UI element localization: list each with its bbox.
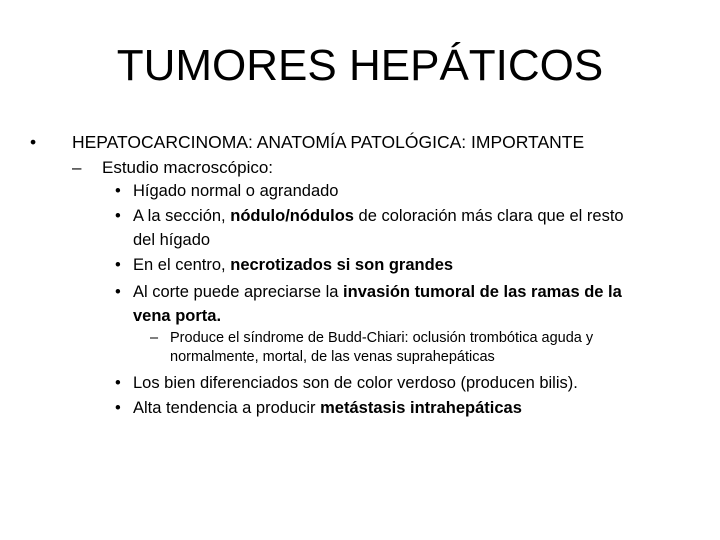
item-bold-text: metástasis intrahepáticas xyxy=(320,399,522,417)
item-bold-text: vena porta. xyxy=(133,307,222,325)
item-bullet: • xyxy=(115,283,121,301)
list-item-continuation xyxy=(133,228,210,253)
sub-item-line2: normalmente, mortal, de las venas suprahepáticas xyxy=(170,349,495,365)
item-bullet: • xyxy=(115,374,121,392)
item-text: de coloración más clara que el resto xyxy=(353,206,624,225)
item-bullet: • xyxy=(115,399,121,417)
item-text: Los bien diferenciados son de color verdoso (producen bilis). xyxy=(133,374,578,392)
item-bullet: • xyxy=(115,206,121,225)
item-bold-text: nódulo/nódulos xyxy=(230,206,354,225)
item-bold-text: invasión tumoral de las ramas de la xyxy=(343,283,622,301)
list-item xyxy=(133,371,578,396)
sub-item-line1: Produce el síndrome de Budd-Chiari: oclusión trombótica aguda y xyxy=(170,330,594,346)
level1-text: HEPATOCARCINOMA: ANATOMÍA PATOLÓGICA: IMPORTANTE xyxy=(72,132,585,152)
item-bullet: • xyxy=(115,182,121,200)
level2-bullet: – xyxy=(72,158,82,177)
list-item-continuation xyxy=(133,304,221,329)
item-bold-text: necrotizados si son grandes xyxy=(230,256,454,274)
list-item xyxy=(133,179,338,204)
item-text: En el centro, xyxy=(133,256,231,274)
item-text: Al corte puede apreciarse la xyxy=(133,283,344,301)
slide-title: TUMORES HEPÁTICOS xyxy=(116,41,604,90)
level2-text: Estudio macroscópico: xyxy=(102,158,274,177)
list-item xyxy=(133,280,622,305)
list-item xyxy=(133,396,522,421)
item-text: A la sección, xyxy=(133,206,231,225)
list-item xyxy=(133,253,453,278)
item-text: Hígado normal o agrandado xyxy=(133,182,339,200)
item-text: Alta tendencia a producir xyxy=(133,399,321,417)
sub-bullet: – xyxy=(150,330,159,346)
item-text: del hígado xyxy=(133,231,211,249)
level1-bullet: • xyxy=(30,132,37,152)
list-item xyxy=(133,204,624,229)
item-bullet: • xyxy=(115,256,121,274)
